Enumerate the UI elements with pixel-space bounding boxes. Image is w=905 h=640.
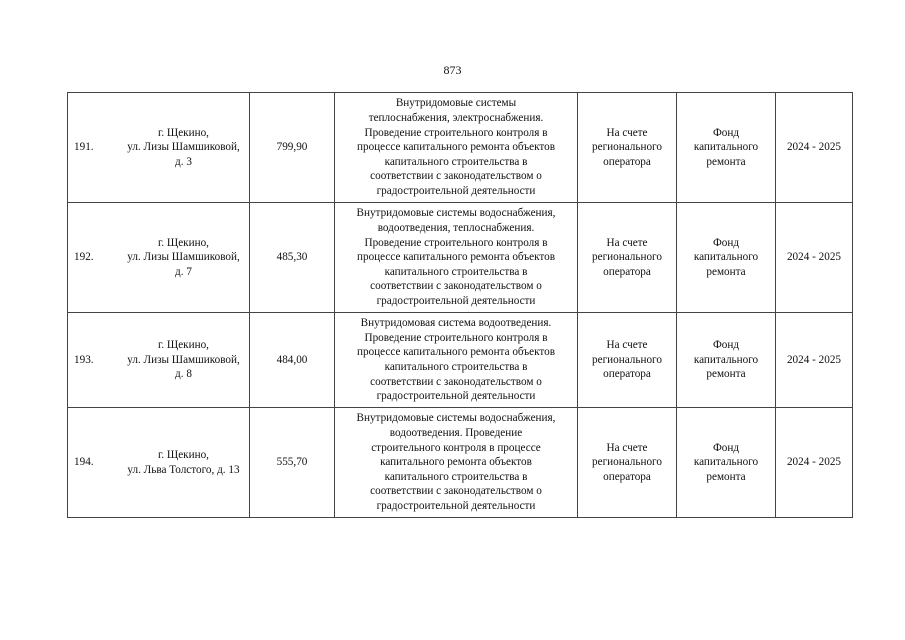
address-line: г. Щекино,	[158, 126, 209, 139]
source-line: Фонд	[712, 236, 740, 249]
works-line: капитального ремонта объектов	[380, 456, 532, 469]
account-cell	[578, 408, 677, 518]
account-line: регионального	[592, 141, 662, 154]
works-cell	[335, 93, 578, 203]
works-line: соответствии с законодательством о	[370, 280, 542, 293]
works-line: соответствии с законодательством о	[370, 485, 542, 498]
account-cell	[578, 93, 677, 203]
address-line: г. Щекино,	[158, 236, 209, 249]
repair-plan-table	[67, 92, 853, 518]
works-line: водоотведения. Проведение	[389, 427, 523, 440]
row-number: 194.	[74, 456, 94, 469]
source-cell	[677, 203, 776, 313]
address-cell	[68, 408, 250, 518]
account-line: На счете	[606, 126, 648, 139]
address-line: ул. Льва Толстого, д. 13	[127, 463, 240, 476]
period-cell: 2024 - 2025	[776, 313, 853, 408]
address	[118, 126, 249, 170]
table-row	[68, 313, 853, 408]
works-cell	[335, 408, 578, 518]
area-cell: 799,90	[250, 93, 335, 203]
address-line: д. 8	[175, 368, 192, 381]
works-line: строительного контроля в процессе	[371, 441, 541, 454]
works-line: капитального строительства в	[384, 470, 528, 483]
table-row	[68, 203, 853, 313]
row-number: 193.	[74, 353, 94, 366]
account-cell	[578, 313, 677, 408]
works-line: градостроительной деятельности	[376, 390, 536, 403]
source-line: капитального	[693, 456, 759, 469]
table-row	[68, 408, 853, 518]
period-cell: 2024 - 2025	[776, 93, 853, 203]
account-line: регионального	[592, 353, 662, 366]
area-cell: 484,00	[250, 313, 335, 408]
address-line: д. 7	[175, 265, 192, 278]
address-line: ул. Лизы Шамшиковой,	[127, 353, 240, 366]
account-line: регионального	[592, 456, 662, 469]
account-line: На счете	[606, 441, 648, 454]
works-line: соответствии с законодательством о	[370, 170, 542, 183]
source-line: капитального	[693, 251, 759, 264]
address	[118, 448, 249, 477]
row-number: 192.	[74, 251, 94, 264]
works-line: процессе капитального ремонта объектов	[356, 346, 556, 359]
page-number: 873	[443, 63, 462, 77]
row-number: 191.	[74, 141, 94, 154]
works-line: теплоснабжения, электроснабжения.	[368, 112, 544, 125]
works-line: Внутридомовые системы	[395, 97, 517, 110]
source-line: ремонта	[706, 368, 746, 381]
address	[118, 236, 249, 280]
works-line: градостроительной деятельности	[376, 294, 536, 307]
account-cell	[578, 203, 677, 313]
works-line: водоотведения, теплоснабжения.	[377, 222, 535, 235]
works-line: Проведение строительного контроля в	[364, 331, 548, 344]
works-line: Проведение строительного контроля в	[364, 236, 548, 249]
works-cell	[335, 203, 578, 313]
table-row	[68, 93, 853, 203]
source-line: капитального	[693, 353, 759, 366]
account-line: На счете	[606, 339, 648, 352]
source-cell	[677, 408, 776, 518]
source-cell	[677, 313, 776, 408]
period-cell: 2024 - 2025	[776, 408, 853, 518]
works-line: Внутридомовая система водоотведения.	[360, 317, 552, 330]
address-cell	[68, 203, 250, 313]
account-line: На счете	[606, 236, 648, 249]
works-cell	[335, 313, 578, 408]
period-cell: 2024 - 2025	[776, 203, 853, 313]
address-line: г. Щекино,	[158, 448, 209, 461]
works-line: процессе капитального ремонта объектов	[356, 141, 556, 154]
source-line: ремонта	[706, 470, 746, 483]
works-line: градостроительной деятельности	[376, 499, 536, 512]
address-line: ул. Лизы Шамшиковой,	[127, 141, 240, 154]
works-line: Внутридомовые системы водоснабжения,	[356, 207, 556, 220]
source-line: ремонта	[706, 155, 746, 168]
account-line: оператора	[603, 155, 651, 168]
source-line: ремонта	[706, 265, 746, 278]
address-cell	[68, 93, 250, 203]
works-line: Проведение строительного контроля в	[364, 126, 548, 139]
address	[118, 338, 249, 382]
source-cell	[677, 93, 776, 203]
source-line: капитального	[693, 141, 759, 154]
address-line: г. Щекино,	[158, 339, 209, 352]
works-line: соответствии с законодательством о	[370, 375, 542, 388]
source-line: Фонд	[712, 441, 740, 454]
address-cell	[68, 313, 250, 408]
account-line: оператора	[603, 265, 651, 278]
works-line: процессе капитального ремонта объектов	[356, 251, 556, 264]
account-line: регионального	[592, 251, 662, 264]
works-line: капитального строительства в	[384, 361, 528, 373]
account-line: оператора	[603, 470, 651, 483]
works-line: градостроительной деятельности	[376, 184, 536, 197]
account-line: оператора	[603, 368, 651, 381]
address-line: ул. Лизы Шамшиковой,	[127, 251, 240, 264]
works-line: капитального строительства в	[384, 265, 528, 278]
works-line: Внутридомовые системы водоснабжения,	[356, 412, 556, 425]
area-cell: 555,70	[250, 408, 335, 518]
works-line: капитального строительства в	[384, 155, 528, 168]
source-line: Фонд	[712, 126, 740, 139]
source-line: Фонд	[712, 339, 740, 352]
address-line: д. 3	[175, 155, 192, 168]
area-cell: 485,30	[250, 203, 335, 313]
